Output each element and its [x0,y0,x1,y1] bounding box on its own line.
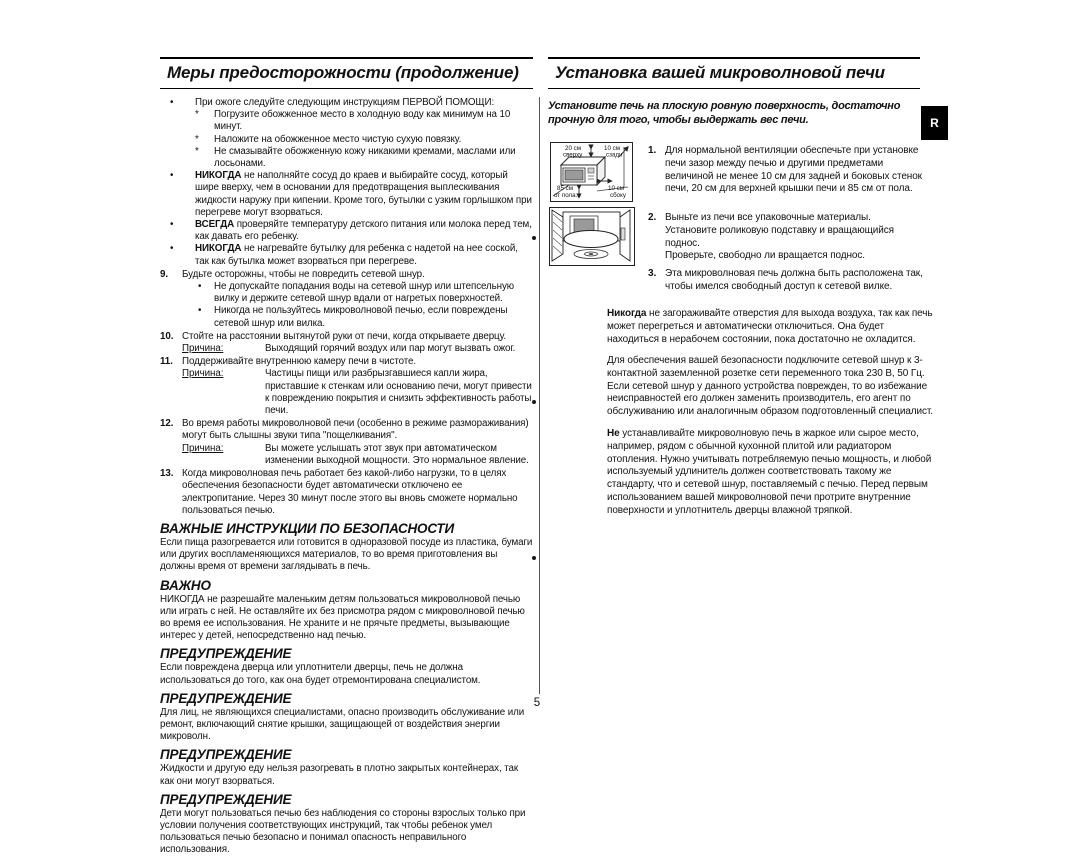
cause-row: Причина: Вы можете услышать этот звук при автоматическом изменении выходной мощности. Это нормальное явление. [182,442,529,466]
section-heading: ПРЕДУПРЕЖДЕНИЕ [160,747,292,763]
svg-text:сверху: сверху [563,151,583,159]
label-floor-clearance: 85 см [557,185,573,192]
svg-text:сзади: сзади [606,151,623,159]
first-aid-sub: * Не смазывайте обожженную кожу никакими кремами, маслами или лосьонами. [195,145,516,170]
left-page-title: Меры предосторожности (продолжение) [160,57,533,89]
step-number: 1. [648,145,657,156]
section-important-instructions [160,521,533,574]
column-divider [539,97,540,694]
registration-dot [532,556,536,560]
cause-label: Причина: [182,442,224,454]
bullet-marker: • [198,305,202,317]
section-heading: ВАЖНЫЕ ИНСТРУКЦИИ ПО БЕЗОПАСНОСТИ [160,520,454,536]
bullet-marker: • [170,97,174,108]
cause-label: Причина: [182,368,224,380]
right-column [548,57,933,516]
left-column [160,57,533,857]
step-number: 2. [648,212,657,223]
turntable-diagram [549,207,635,266]
clearance-diagram-drawing [551,143,630,199]
item-number: 13. [160,468,174,480]
bullet-marker: • [170,219,174,231]
step-number: 3. [648,268,657,279]
item-9-sub: • Никогда не пользуйтесь микроволновой печью, если повреждены сетевой шнур или вилка. [198,305,508,329]
page-number: 5 [533,697,541,709]
asterisk-marker: * [195,133,199,145]
section-important [160,578,533,643]
numbered-item-13: 13. Когда микроволновая печь работает без какой-либо нагрузки, то в целях обеспечения безопасности будет автоматически отключено ее электропитание. Через 30 минут после этого вы вновь сможете нормально пользоваться печью. [160,468,518,516]
asterisk-marker: * [195,145,199,157]
section-heading: ПРЕДУПРЕЖДЕНИЕ [160,791,292,807]
safety-bullet: • НИКОГДА не наполняйте сосуд до краев и выбирайте сосуд, который шире вверху, чем в основании для предотвращения выплескивания жидкости наружу при кипении. Кроме того, бутылки с узким горлышком при перегреве могут взорваться. [170,170,532,218]
section-body: Если пища разогревается или готовится в одноразовой посуде из пластика, бумаги или других воспламеняющихся материалов, то во время приготовления вы должны время от времени заглядывать в печь. [160,536,533,573]
bullet-marker: • [198,281,202,293]
turntable-diagram-drawing [550,208,632,263]
section-body: Для лиц, не являющихся специалистами, опасно производить обслуживание или ремонт, включающий снятие крышки, защищающей от воздействия энергии микроволн. [160,706,525,743]
registration-dot [532,400,536,404]
cause-row: Причина: Выходящий горячий воздух или пар могут вызвать ожог. [182,343,516,355]
installation-location-paragraph: Не устанавливайте микроволновую печь в жаркое или сырое место, например, рядом с обычной кухонной плитой или радиатором отопления. Нужно учитывать потребляемую печью мощность, и любой используемый удлинитель должен соответствовать такому же стандарту, что и сетевой шнур, поставляемый с печью. Перед первым использованием вашей микроволновой печи протрите внутренние поверхности и уплотнитель дверцы влажной тряпкой. [607,428,932,516]
item-number: 12. [160,418,174,430]
left-body [160,97,533,857]
never-block-vents-paragraph: Никогда не загораживайте отверстия для выхода воздуха, так как печь может перегреться и автоматически отключиться. Она будет находиться в нерабочем состоянии, пока достаточно не охладится. [607,308,933,345]
clearance-diagram [550,142,633,202]
item-9-sub: • Не допускайте попадания воды на сетевой шнур или штепсельную вилку и держите сетевой шнур вдали от нагретых поверхностей. [198,281,515,305]
registration-dot [532,236,536,240]
right-page-title: Установка вашей микроволновой печи [548,57,920,89]
safety-bullet: • НИКОГДА не нагревайте бутылку для ребенка с надетой на нее соской, так как бутылка может взорваться при перегреве. [170,243,518,267]
first-aid-item [160,97,533,170]
step-2: 2. Выньте из печи все упаковочные материалы. Установите роликовую подставку и вращающийся поднос. Проверьте, свободно ли вращается поднос. [648,212,894,262]
first-aid-sub: * Погрузите обожженное место в холодную воду как минимум на 10 минут. [195,109,511,133]
item-number: 10. [160,330,174,342]
section-body: Жидкости и другую еду нельзя разогревать в плотно закрытых контейнерах, так как они могут взорваться. [160,763,519,787]
first-aid-text: При ожоге следуйте следующим инструкциям ПЕРВОЙ ПОМОЩИ: [195,97,495,108]
section-heading: ПРЕДУПРЕЖДЕНИЕ [160,690,292,706]
installation-steps [548,141,932,611]
section-body: Если повреждена дверца или уплотнители дверцы, печь не должна использоваться до того, как она будет отремонтирована специалистом. [160,662,481,686]
cause-row: Причина: Частицы пищи или разбрызгавшиеся капли жира, приставшие к стенкам или основанию печи, могут привести к повреждению покрытия и снизить эффективность работы печи. [182,368,532,417]
label-back-clearance: 10 см [604,145,620,152]
svg-text:сбоку: сбоку [610,192,626,199]
numbered-item-12: 12. Во время работы микроволновой печи (особенно в режиме размораживания) могут быть слышны звуки типа "пощелкивания". Причина: Вы можете услышать этот звук при автоматическом изменении выходной мощности. Это нормальное явление. [160,418,533,467]
item-number: 9. [160,268,168,280]
numbered-item-11: 11. Поддерживайте внутреннюю камеру печи в чистоте. Причина: Частицы пищи или разбрызгавшиеся капли жира, приставшие к стенкам или основанию печи, могут привести к повреждению покрытия и снизить эффективность работы печи. [160,356,532,417]
numbered-item-10: 10. Стойте на расстоянии вытянутой руки от печи, когда открываете дверцу. Причина: Выходящий горячий воздух или пар могут вызвать ожог. [160,331,533,355]
section-heading: ВАЖНО [160,577,211,593]
section-warning-3 [160,747,533,787]
section-warning-1 [160,646,533,686]
bullet-marker: • [170,170,174,182]
numbered-item-9: 9. Будьте осторожны, чтобы не повредить сетевой шнур. • Не допускайте попадания воды на сетевой шнур или штепсельную вилку и держите сетевой шнур вдали от нагретых поверхностей. • Никогда не пользуйтесь микроволновой печью, если повреждены сетевой шнур или вилка. [160,269,533,330]
power-connection-paragraph: Для обеспечения вашей безопасности подключите сетевой шнур к 3-контактной заземленной розетке сети переменного тока 230 В, 50 Гц. Если сетевой шнур у данного устройства поврежден, то во избежание неисправностей его должен заменить производитель, его агент по обслуживанию или аналогичным образом подготовленный специалист. [607,355,933,418]
step-1: 1. Для нормальной вентиляции обеспечьте при установке печи зазор между печью и другими предметами величиной не менее 10 см для задней и боковых стенок печи, 20 см для верхней крышки печи и 85 см от пола. [648,145,922,195]
section-body: Дети могут пользоваться печью без наблюдения со стороны взрослых только при условии получения соответствующих инструкций, так чтобы ребенок умел пользоваться печью безопасно и понимал опасность неправильного использования. [160,807,526,856]
section-heading: ПРЕДУПРЕЖДЕНИЕ [160,646,292,662]
section-warning-2 [160,691,533,744]
bullet-marker: • [170,243,174,255]
svg-text:от пола.: от пола. [554,192,578,199]
step-3: 3. Эта микроволновая печь должна быть расположена так, чтобы имелся свободный доступ к сетевой вилке. [648,268,923,292]
label-side-clearance: 10 см [608,185,624,192]
item-number: 11. [160,356,173,368]
safety-bullet: • ВСЕГДА проверяйте температуру детского питания или молока перед тем, как давать его ребенку. [170,219,532,243]
asterisk-marker: * [195,109,199,121]
first-aid-sub: * Наложите на обожженное место чистую сухую повязку. [195,133,462,145]
section-body: НИКОГДА не разрешайте маленьким детям пользоваться микроволновой печью или играть с ней. Не оставляйте их без присмотра рядом с микроволновой печью во время ее использования. Не храните и не прячьте предметы, вызывающие интерес у детей, непосредственно над печью. [160,593,525,642]
section-warning-4 [160,792,533,857]
installation-intro: Установите печь на плоскую ровную поверхность, достаточно прочную для того, чтобы выдержать вес печи. [548,100,901,126]
label-top-clearance: 20 см [565,145,581,152]
cause-label: Причина: [182,343,224,355]
language-tab-r: R [921,106,948,140]
